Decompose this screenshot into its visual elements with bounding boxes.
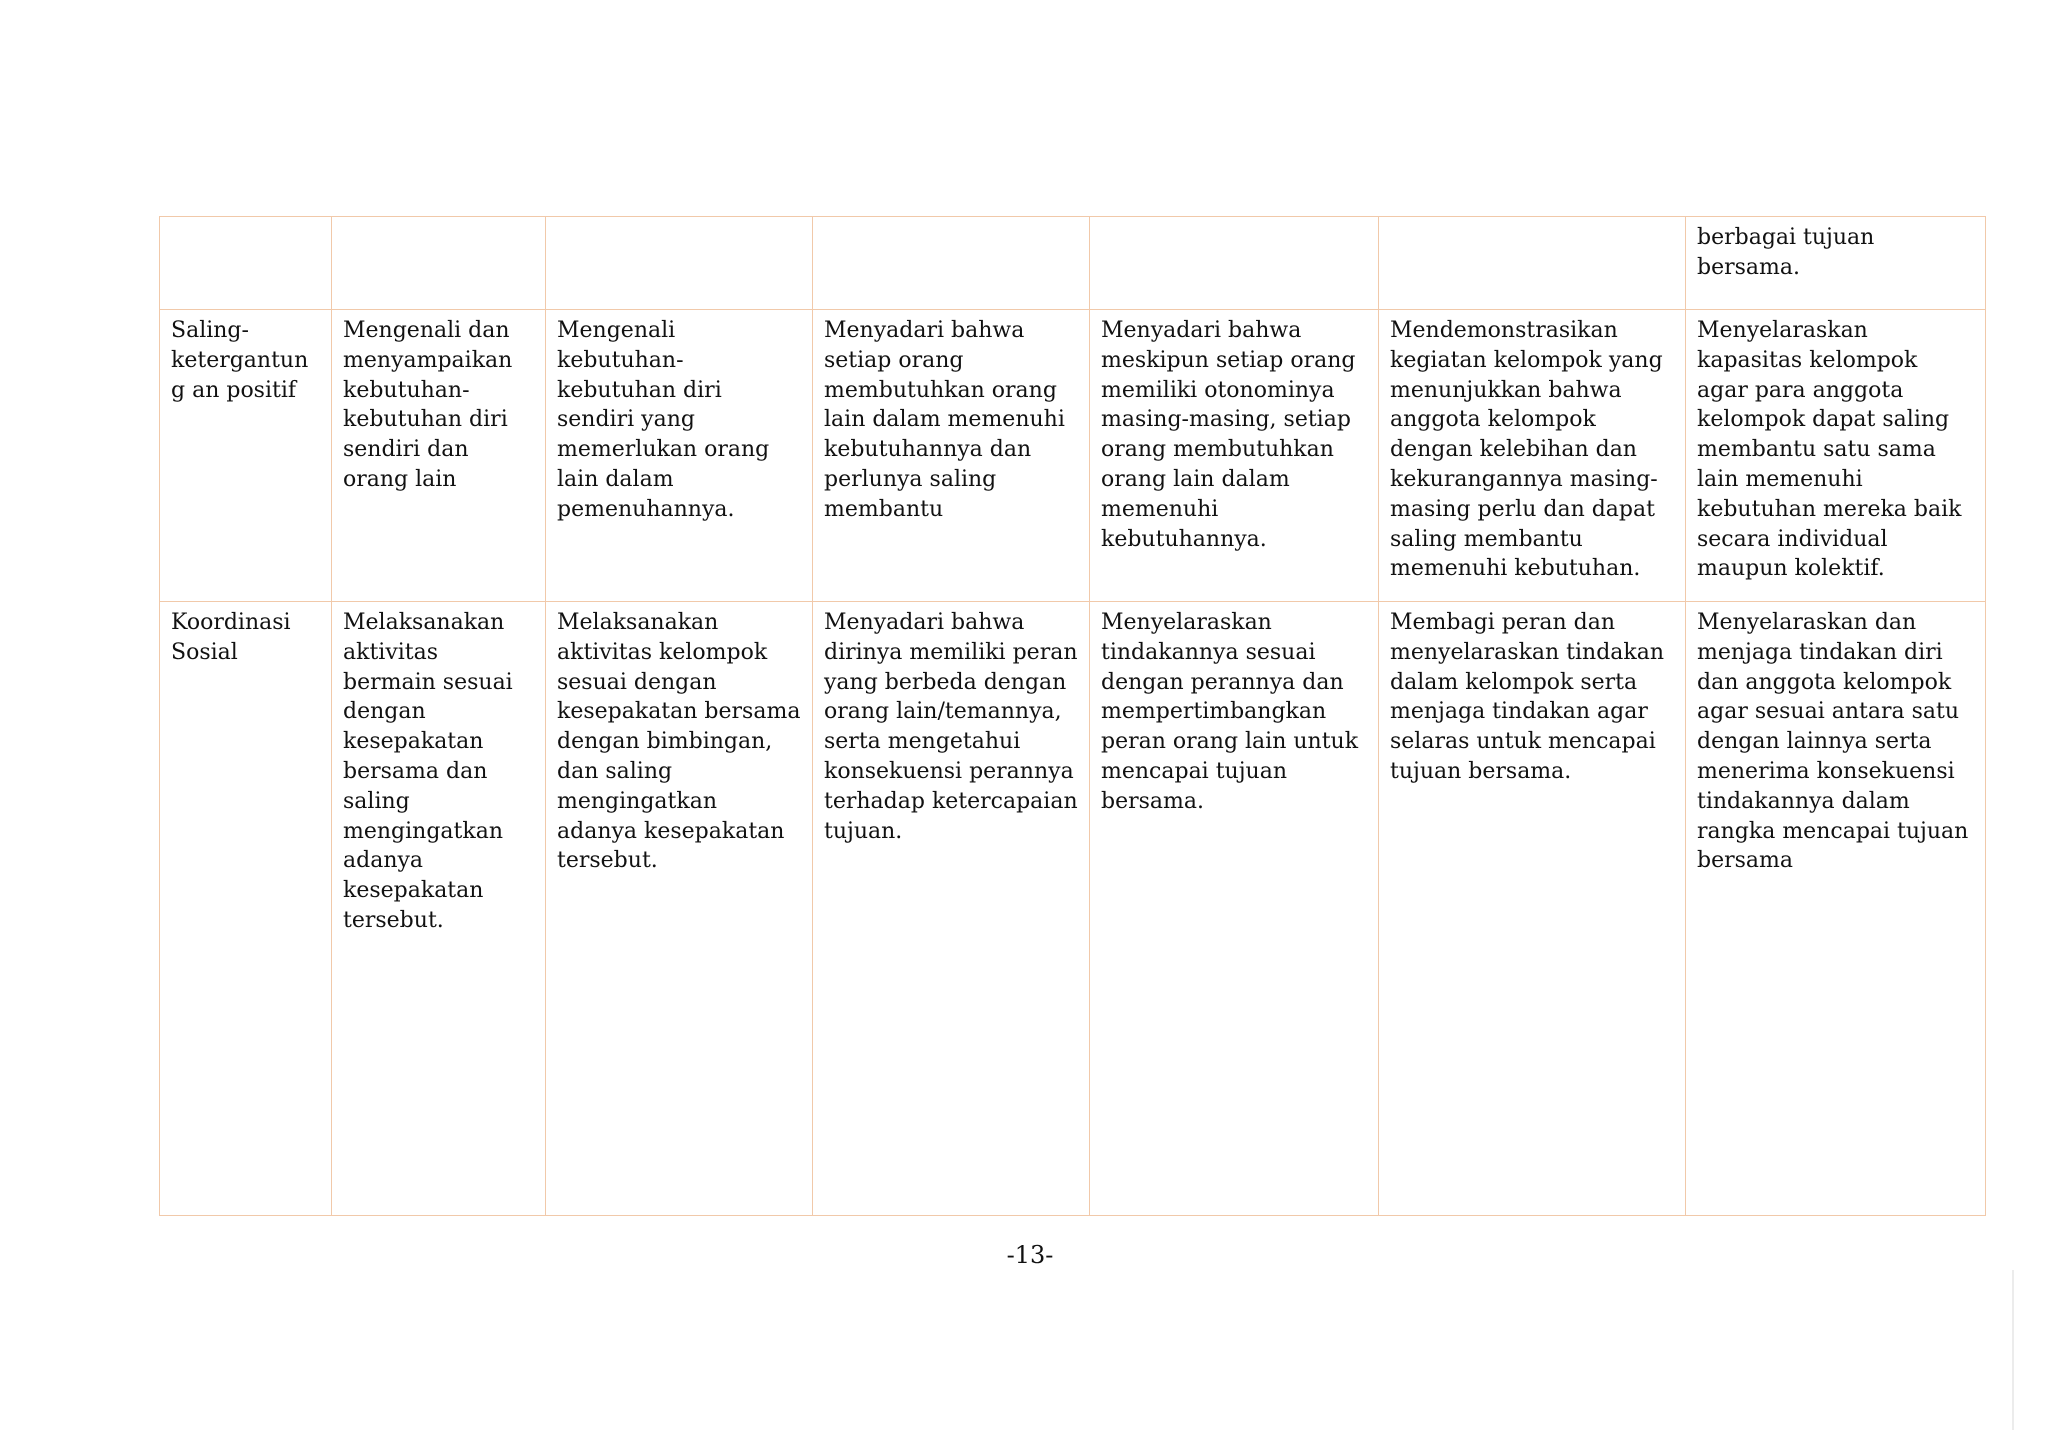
dimension-cell: Saling-ketergantung an positif: [160, 310, 332, 602]
page-number: -13-: [1006, 1241, 1054, 1269]
table-cell: Mengenali kebutuhan-kebutuhan diri sendiri yang memerlukan orang lain dalam pemenuhannya.: [546, 310, 813, 602]
table-cell: Menyadari bahwa setiap orang membutuhkan orang lain dalam memenuhi kebutuhannya dan perlunya saling membantu: [813, 310, 1090, 602]
table-cell: Membagi peran dan menyelaraskan tindakan dalam kelompok serta menjaga tindakan agar selaras untuk mencapai tujuan bersama.: [1379, 602, 1686, 1216]
table-cell: Menyelaraskan tindakannya sesuai dengan perannya dan mempertimbangkan peran orang lain untuk mencapai tujuan bersama.: [1090, 602, 1379, 1216]
table-cell: Melaksanakan aktivitas kelompok sesuai dengan kesepakatan bersama dengan bimbingan, dan saling mengingatkan adanya kesepakatan tersebut.: [546, 602, 813, 1216]
table-row-koordinasi-sosial: [160, 602, 1986, 1216]
table-row-continuation: [160, 217, 1986, 310]
table-cell: Melaksanakan aktivitas bermain sesuai dengan kesepakatan bersama dan saling mengingatkan adanya kesepakatan tersebut.: [332, 602, 546, 1216]
page-edge-line: [2012, 1270, 2014, 1430]
rubric-table: [159, 216, 1986, 1216]
table-row-saling-ketergantungan: [160, 310, 1986, 602]
table-cell: [1379, 217, 1686, 310]
table-cell: berbagai tujuan bersama.: [1686, 217, 1986, 310]
table-cell: [332, 217, 546, 310]
table-cell: [546, 217, 813, 310]
table-cell: Menyelaraskan kapasitas kelompok agar para anggota kelompok dapat saling membantu satu sama lain memenuhi kebutuhan mereka baik secara individual maupun kolektif.: [1686, 310, 1986, 602]
table-cell: [160, 217, 332, 310]
table-cell: Mengenali dan menyampaikan kebutuhan-kebutuhan diri sendiri dan orang lain: [332, 310, 546, 602]
table-cell: Mendemonstrasikan kegiatan kelompok yang menunjukkan bahwa anggota kelompok dengan kelebihan dan kekurangannya masing-masing perlu dan dapat saling membantu memenuhi kebutuhan.: [1379, 310, 1686, 602]
table-cell: [1090, 217, 1379, 310]
table-cell: [813, 217, 1090, 310]
table-cell: Menyadari bahwa meskipun setiap orang memiliki otonominya masing-masing, setiap orang membutuhkan orang lain dalam memenuhi kebutuhannya.: [1090, 310, 1379, 602]
dimension-cell: Koordinasi Sosial: [160, 602, 332, 1216]
table-cell: Menyelaraskan dan menjaga tindakan diri dan anggota kelompok agar sesuai antara satu dengan lainnya serta menerima konsekuensi tindakannya dalam rangka mencapai tujuan bersama: [1686, 602, 1986, 1216]
table-cell: Menyadari bahwa dirinya memiliki peran yang berbeda dengan orang lain/temannya, serta mengetahui konsekuensi perannya terhadap ketercapaian tujuan.: [813, 602, 1090, 1216]
